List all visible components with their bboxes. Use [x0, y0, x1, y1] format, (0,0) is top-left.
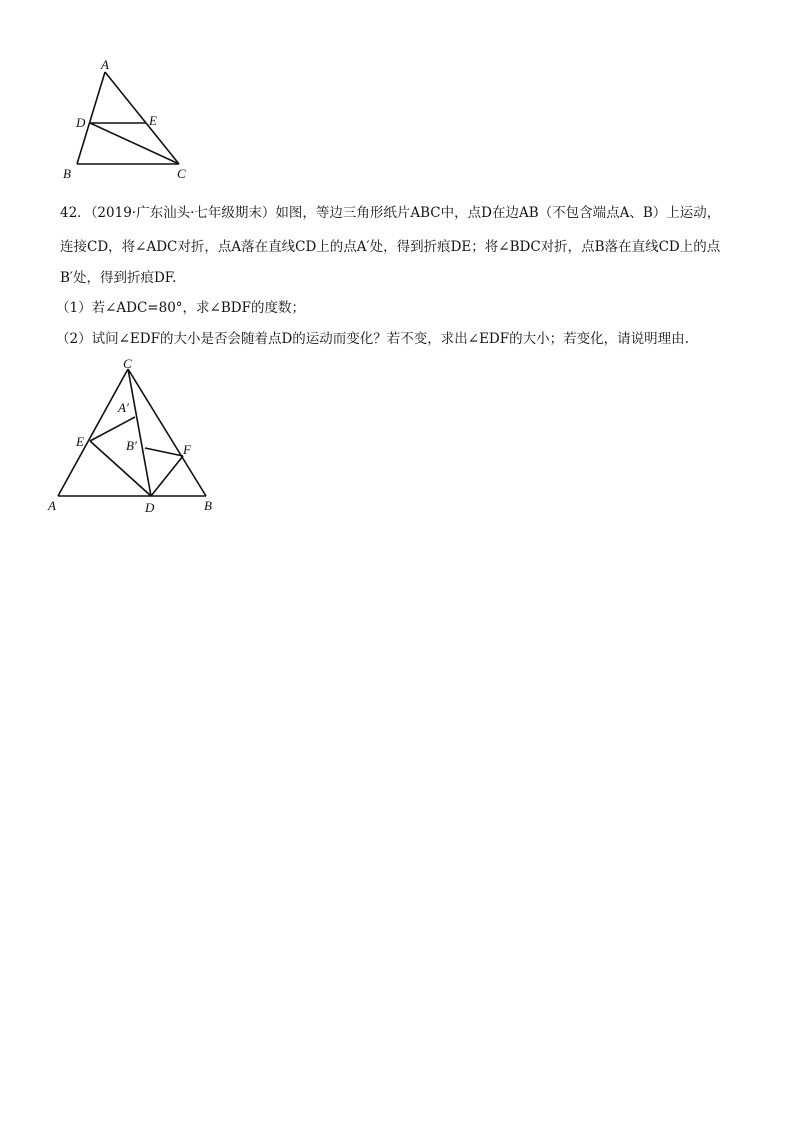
label-b-prime: B′ — [126, 438, 137, 453]
label-d: D — [76, 115, 86, 130]
question-line-3: B′处，得到折痕DF. — [60, 270, 177, 286]
figure-triangle-abc-de — [55, 55, 215, 185]
label-f: F — [183, 442, 191, 457]
question-line-1 — [60, 203, 720, 223]
question-source: （2019·广东汕头·七年级期末） — [90, 205, 276, 221]
label-b: B — [204, 498, 212, 513]
label-a: A — [48, 498, 56, 513]
question-number: 42． — [60, 205, 91, 221]
label-e: E — [76, 434, 84, 449]
label-c: C — [123, 356, 132, 371]
figure-folded-triangle — [40, 355, 240, 525]
segment-ca — [58, 369, 128, 496]
question-stem-line-1: 如图，等边三角形纸片ABC中，点D在边AB（不包含端点A、B）上运动， — [275, 205, 721, 221]
question-line-2: 连接CD，将∠ADC对折，点A落在直线CD上的点A′处，得到折痕DE；将∠BDC对折，点B落在直线CD上的点 — [60, 239, 721, 255]
label-a-prime: A′ — [118, 400, 129, 415]
label-a: A — [101, 57, 109, 72]
label-b: B — [63, 166, 71, 181]
question-part-2: （2）试问∠EDF的大小是否会随着点D的运动而变化？若不变，求出∠EDF的大小；若变化，请说明理由. — [56, 331, 689, 347]
segment-ac — [105, 72, 179, 164]
label-d: D — [145, 500, 155, 515]
label-c: C — [177, 166, 186, 181]
segment-dc — [90, 123, 179, 164]
segment-fd — [151, 456, 183, 496]
question-part-1: （1）若∠ADC=80°，求∠BDF的度数； — [56, 300, 305, 316]
label-e: E — [149, 113, 157, 128]
